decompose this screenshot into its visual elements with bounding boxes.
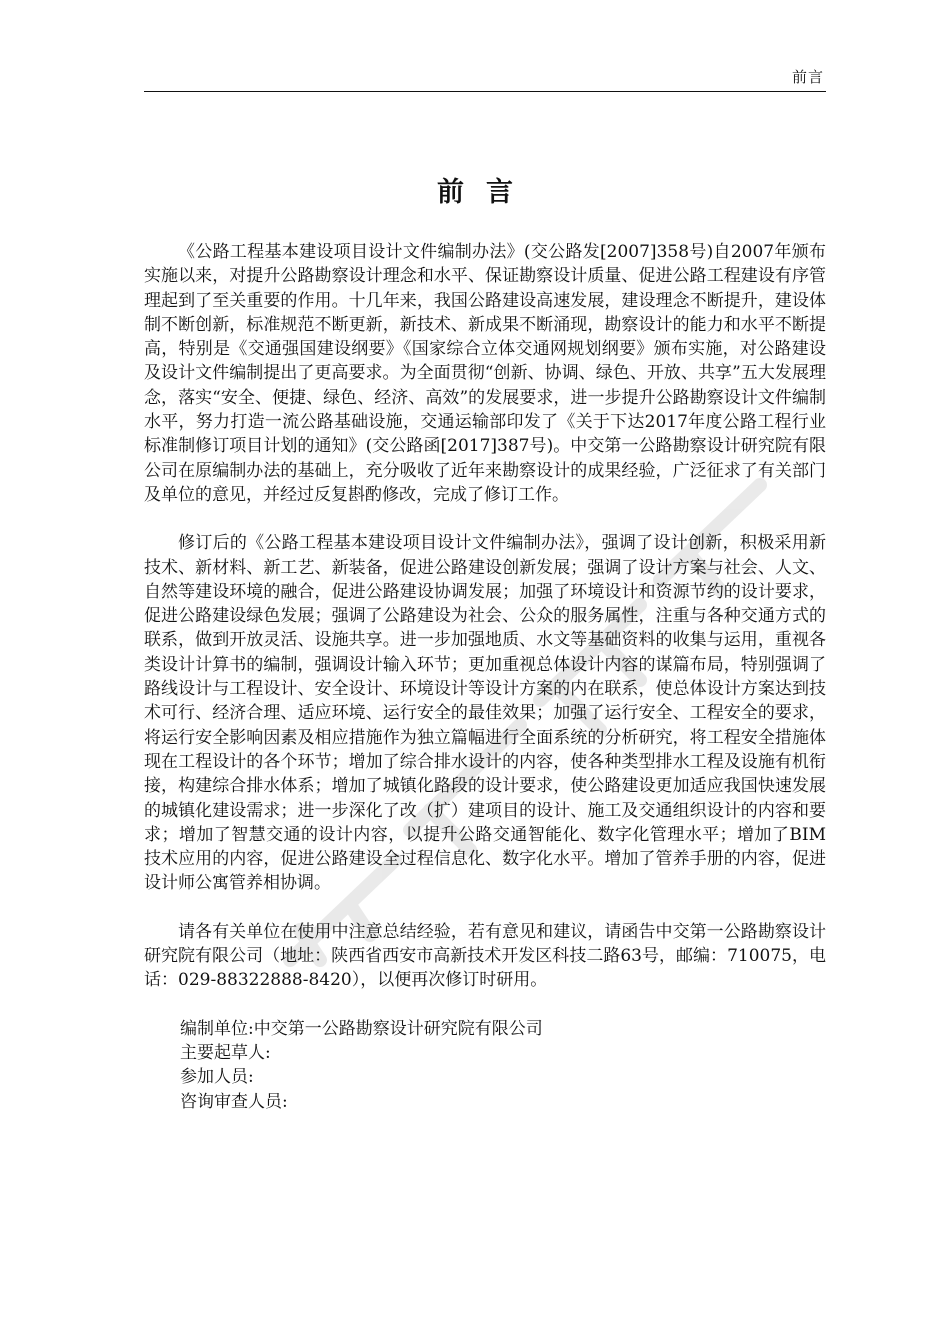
credits-block	[144, 1017, 826, 1114]
body-text	[144, 240, 826, 1114]
credit-reviewers: 咨询审查人员:	[180, 1091, 288, 1112]
credit-participants: 参加人员:	[180, 1067, 254, 1088]
credit-main-drafters: 主要起草人:	[180, 1042, 271, 1063]
header-divider	[144, 91, 826, 92]
running-header: 前言	[791, 68, 824, 86]
paragraph-history: 《公路工程基本建设项目设计文件编制办法》(交公路发[2007]358号)自2007年颁布实施以来，对提升公路勘察设计理念和水平、保证勘察设计质量、促进公路工程建设有序管理起到了至关重要的作用。十几年来，我国公路建设高速发展，建设理念不断提升，建设体制不断创新，标准规范不断更新，新技术、新成果不断涌现，勘察设计的能力和水平不断提高，特别是《交通强国建设纲要》《国家综合立体交通网规划纲要》颁布实施，对公路建设及设计文件编制提出了更高要求。为全面贯彻“创新、协调、绿色、开放、共享”五大发展理念，落实“安全、便捷、绿色、经济、高效”的发展要求，进一步提升公路勘察设计文件编制水平，努力打造一流公路基础设施，交通运输部印发了《关于下达2017年度公路工程行业标准制修订项目计划的通知》(交公路函[2017]387号)。中交第一公路勘察设计研究院有限公司在原编制办法的基础上，充分吸收了近年来勘察设计的成果经验，广泛征求了有关部门及单位的意见，并经过反复斟酌修改，完成了修订工作。	[144, 242, 826, 505]
credit-compiler: 编制单位:中交第一公路勘察设计研究院有限公司	[180, 1018, 543, 1039]
paragraph-feedback: 请各有关单位在使用中注意总结经验，若有意见和建议，请函告中交第一公路勘察设计研究院有限公司（地址：陕西省西安市高新技术开发区科技二路63号，邮编：710075，电话：029-88322888-8420），以便再次修订时研用。	[144, 921, 826, 991]
paragraph-revisions: 修订后的《公路工程基本建设项目设计文件编制办法》，强调了设计创新，积极采用新技术、新材料、新工艺、新装备，促进公路建设创新发展；强调了设计方案与社会、人文、自然等建设环境的融合，促进公路建设协调发展；加强了环境设计和资源节约的设计要求，促进公路建设绿色发展；强调了公路建设为社会、公众的服务属性，注重与各种交通方式的联系，做到开放灵活、设施共享。进一步加强地质、水文等基础资料的收集与运用，重视各类设计计算书的编制，强调设计输入环节；更加重视总体设计内容的谋篇布局，特别强调了路线设计与工程设计、安全设计、环境设计等设计方案的内在联系，使总体设计方案达到技术可行、经济合理、适应环境、运行安全的最佳效果；加强了运行安全、工程安全的要求，将运行安全影响因素及相应措施作为独立篇幅进行全面系统的分析研究，将工程安全措施体现在工程设计的各个环节；增加了综合排水设计的内容，使各种类型排水工程及设施有机衔接，构建综合排水体系；增加了城镇化路段的设计要求，使公路建设更加适应我国快速发展的城镇化建设需求；进一步深化了改（扩）建项目的设计、施工及交通组织设计的内容和要求；增加了智慧交通的设计内容，以提升公路交通智能化、数字化管理水平；增加了BIM技术应用的内容，促进公路建设全过程信息化、数字化水平。增加了管养手册的内容，促进设计师公寓管养相协调。	[144, 533, 826, 894]
page-title: 前言	[437, 177, 535, 208]
